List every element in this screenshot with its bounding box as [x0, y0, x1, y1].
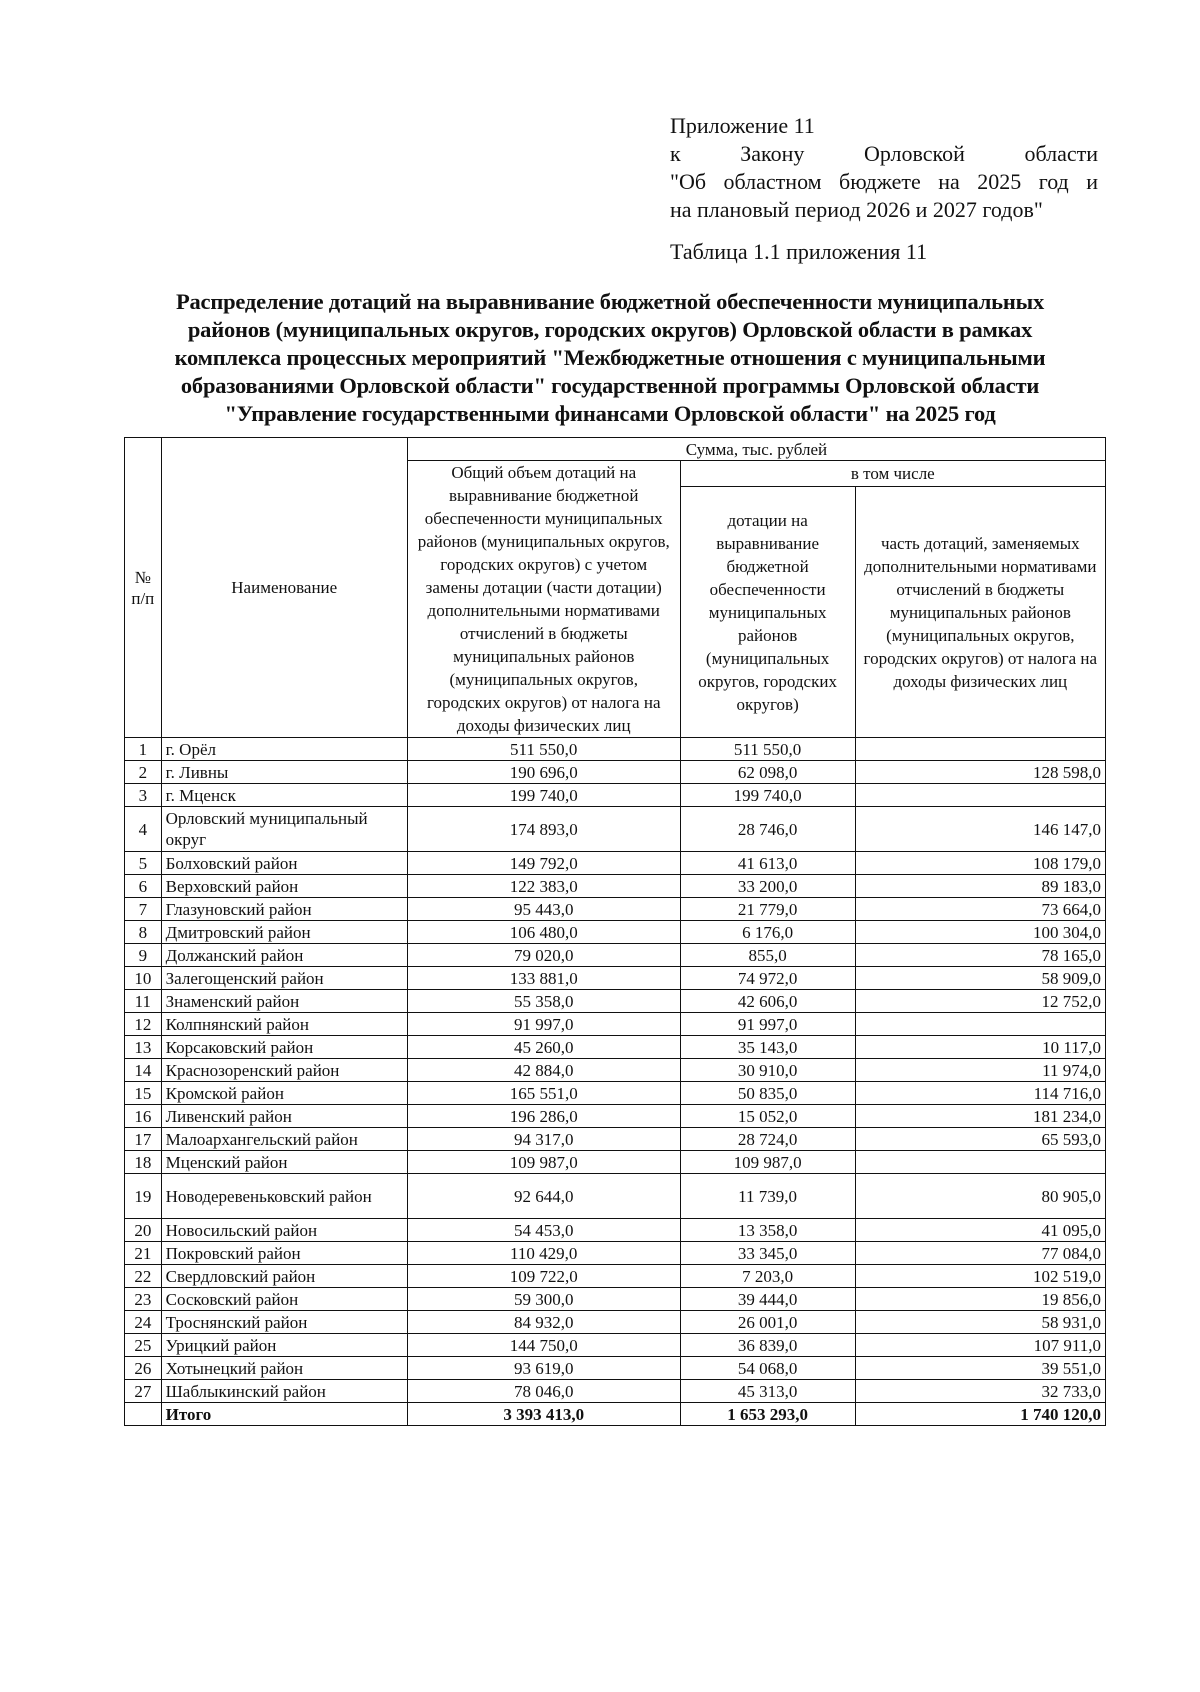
row-replaced-part: 58 909,0: [855, 967, 1105, 990]
row-number: 23: [125, 1288, 162, 1311]
row-number: 12: [125, 1013, 162, 1036]
row-number: 27: [125, 1380, 162, 1403]
row-total: 174 893,0: [407, 807, 680, 852]
row-number: 14: [125, 1059, 162, 1082]
header-number: № п/п: [125, 438, 162, 738]
row-number: 26: [125, 1357, 162, 1380]
row-total: 133 881,0: [407, 967, 680, 990]
table-row: [125, 1219, 1106, 1242]
row-subsidy: 7 203,0: [680, 1265, 855, 1288]
row-number: 1: [125, 738, 162, 761]
row-total: 199 740,0: [407, 784, 680, 807]
header-subsidies: дотации на выравнивание бюджетной обеспеченности муниципальных районов (муниципальных округов, городских округов): [680, 487, 855, 738]
row-name: Ливенский район: [161, 1105, 407, 1128]
row-name: г. Ливны: [161, 761, 407, 784]
row-total: 165 551,0: [407, 1082, 680, 1105]
row-replaced-part: 107 911,0: [855, 1334, 1105, 1357]
row-replaced-part: [855, 738, 1105, 761]
row-number: 7: [125, 898, 162, 921]
row-subsidy: 91 997,0: [680, 1013, 855, 1036]
row-replaced-part: 80 905,0: [855, 1174, 1105, 1219]
row-subsidy: 13 358,0: [680, 1219, 855, 1242]
table-row: [125, 738, 1106, 761]
row-name: Свердловский район: [161, 1265, 407, 1288]
table-row: [125, 990, 1106, 1013]
row-name: Колпнянский район: [161, 1013, 407, 1036]
row-subsidy: 1 653 293,0: [680, 1403, 855, 1426]
row-replaced-part: 78 165,0: [855, 944, 1105, 967]
row-total: 78 046,0: [407, 1380, 680, 1403]
row-name: Покровский район: [161, 1242, 407, 1265]
row-total: 109 987,0: [407, 1151, 680, 1174]
row-number: 22: [125, 1265, 162, 1288]
row-replaced-part: 39 551,0: [855, 1357, 1105, 1380]
appendix-law-title-1: "Об областном бюджете на 2025 год и: [670, 169, 1098, 194]
row-name: Новодеревеньковский район: [161, 1174, 407, 1219]
row-name: Кромской район: [161, 1082, 407, 1105]
row-replaced-part: 65 593,0: [855, 1128, 1105, 1151]
row-name: Троснянский район: [161, 1311, 407, 1334]
table-row: [125, 944, 1106, 967]
title-line: "Управление государственными финансами Орловской области" на 2025 год: [224, 401, 996, 426]
row-replaced-part: 128 598,0: [855, 761, 1105, 784]
table-reference: Таблица 1.1 приложения 11: [670, 239, 928, 264]
row-name: Орловский муниципальный округ: [161, 807, 407, 852]
row-subsidy: 33 200,0: [680, 875, 855, 898]
row-subsidy: 45 313,0: [680, 1380, 855, 1403]
row-total: 42 884,0: [407, 1059, 680, 1082]
table-row: [125, 967, 1106, 990]
row-number: 15: [125, 1082, 162, 1105]
row-subsidy: 30 910,0: [680, 1059, 855, 1082]
header-sum: Сумма, тыс. рублей: [407, 438, 1105, 461]
header-replaced-part: часть дотаций, заменяемых дополнительными нормативами отчислений в бюджеты муниципальных районов (муниципальных округов, городских округов) от налога на доходы физических лиц: [855, 487, 1105, 738]
row-replaced-part: 11 974,0: [855, 1059, 1105, 1082]
row-total: 94 317,0: [407, 1128, 680, 1151]
row-name: Корсаковский район: [161, 1036, 407, 1059]
row-total: 45 260,0: [407, 1036, 680, 1059]
row-total: 93 619,0: [407, 1357, 680, 1380]
row-number: 20: [125, 1219, 162, 1242]
row-name: г. Мценск: [161, 784, 407, 807]
row-name: Дмитровский район: [161, 921, 407, 944]
row-total: 59 300,0: [407, 1288, 680, 1311]
table-row: [125, 1265, 1106, 1288]
table-row: [125, 1311, 1106, 1334]
row-number: 10: [125, 967, 162, 990]
row-subsidy: 50 835,0: [680, 1082, 855, 1105]
appendix-header: [670, 112, 1098, 266]
row-replaced-part: 58 931,0: [855, 1311, 1105, 1334]
table-row: [125, 1242, 1106, 1265]
row-subsidy: 511 550,0: [680, 738, 855, 761]
table-row: [125, 784, 1106, 807]
row-number: 2: [125, 761, 162, 784]
table-total-row: [125, 1403, 1106, 1426]
row-number: 11: [125, 990, 162, 1013]
row-number: 8: [125, 921, 162, 944]
row-replaced-part: 102 519,0: [855, 1265, 1105, 1288]
row-replaced-part: 114 716,0: [855, 1082, 1105, 1105]
row-replaced-part: 12 752,0: [855, 990, 1105, 1013]
row-number: 18: [125, 1151, 162, 1174]
row-replaced-part: 73 664,0: [855, 898, 1105, 921]
table-row: [125, 1036, 1106, 1059]
row-replaced-part: 181 234,0: [855, 1105, 1105, 1128]
row-name: Итого: [161, 1403, 407, 1426]
row-name: Мценский район: [161, 1151, 407, 1174]
row-subsidy: 15 052,0: [680, 1105, 855, 1128]
row-replaced-part: 146 147,0: [855, 807, 1105, 852]
row-subsidy: 74 972,0: [680, 967, 855, 990]
table-row: [125, 807, 1106, 852]
row-subsidy: 855,0: [680, 944, 855, 967]
row-total: 149 792,0: [407, 852, 680, 875]
row-subsidy: 28 746,0: [680, 807, 855, 852]
row-replaced-part: 77 084,0: [855, 1242, 1105, 1265]
row-replaced-part: 100 304,0: [855, 921, 1105, 944]
header-total: Общий объем дотаций на выравнивание бюджетной обеспеченности муниципальных районов (муниципальных округов, городских округов) с учетом замены дотации (части дотации) дополнительными нормативами отчислений в бюджеты муниципальных районов (муниципальных округов, городских округов) от налога на доходы физических лиц: [407, 461, 680, 738]
table-row: [125, 1013, 1106, 1036]
document-title: [120, 288, 1100, 428]
row-number: 25: [125, 1334, 162, 1357]
row-total: 91 997,0: [407, 1013, 680, 1036]
row-number: 4: [125, 807, 162, 852]
row-name: Малоархангельский район: [161, 1128, 407, 1151]
table-row: [125, 921, 1106, 944]
row-replaced-part: 1 740 120,0: [855, 1403, 1105, 1426]
row-replaced-part: 89 183,0: [855, 875, 1105, 898]
table-row: [125, 1105, 1106, 1128]
row-number: 24: [125, 1311, 162, 1334]
row-total: 84 932,0: [407, 1311, 680, 1334]
row-total: 511 550,0: [407, 738, 680, 761]
row-total: 55 358,0: [407, 990, 680, 1013]
row-number: 19: [125, 1174, 162, 1219]
row-subsidy: 35 143,0: [680, 1036, 855, 1059]
row-total: 196 286,0: [407, 1105, 680, 1128]
row-total: 122 383,0: [407, 875, 680, 898]
row-replaced-part: [855, 1013, 1105, 1036]
row-name: Болховский район: [161, 852, 407, 875]
row-replaced-part: [855, 784, 1105, 807]
row-subsidy: 199 740,0: [680, 784, 855, 807]
row-name: Краснозоренский район: [161, 1059, 407, 1082]
row-total: 95 443,0: [407, 898, 680, 921]
row-total: 54 453,0: [407, 1219, 680, 1242]
row-subsidy: 39 444,0: [680, 1288, 855, 1311]
row-name: Новосильский район: [161, 1219, 407, 1242]
row-number: 17: [125, 1128, 162, 1151]
header-name: Наименование: [161, 438, 407, 738]
appendix-law-ref: к Закону Орловской области: [670, 141, 1098, 166]
table-row: [125, 1380, 1106, 1403]
row-subsidy: 33 345,0: [680, 1242, 855, 1265]
row-number: 16: [125, 1105, 162, 1128]
table-body: [125, 738, 1106, 1426]
row-total: 190 696,0: [407, 761, 680, 784]
appendix-law-title-2: на плановый период 2026 и 2027 годов": [670, 197, 1043, 222]
row-subsidy: 109 987,0: [680, 1151, 855, 1174]
table-row: [125, 761, 1106, 784]
table-row: [125, 1082, 1106, 1105]
row-subsidy: 41 613,0: [680, 852, 855, 875]
row-name: Залегощенский район: [161, 967, 407, 990]
row-total: 79 020,0: [407, 944, 680, 967]
row-subsidy: 26 001,0: [680, 1311, 855, 1334]
table-row: [125, 898, 1106, 921]
row-subsidy: 36 839,0: [680, 1334, 855, 1357]
table-row: [125, 1357, 1106, 1380]
row-name: Сосковский район: [161, 1288, 407, 1311]
row-number: 21: [125, 1242, 162, 1265]
row-replaced-part: [855, 1151, 1105, 1174]
title-line: Распределение дотаций на выравнивание бюджетной обеспеченности муниципальных: [175, 289, 1045, 314]
row-subsidy: 11 739,0: [680, 1174, 855, 1219]
row-name: г. Орёл: [161, 738, 407, 761]
row-total: 106 480,0: [407, 921, 680, 944]
row-name: Урицкий район: [161, 1334, 407, 1357]
title-line: районов (муниципальных округов, городских округов) Орловской области в рамках: [187, 317, 1033, 342]
row-name: Хотынецкий район: [161, 1357, 407, 1380]
row-replaced-part: 108 179,0: [855, 852, 1105, 875]
table-row: [125, 1128, 1106, 1151]
table-row: [125, 1334, 1106, 1357]
row-subsidy: 28 724,0: [680, 1128, 855, 1151]
row-subsidy: 6 176,0: [680, 921, 855, 944]
row-total: 109 722,0: [407, 1265, 680, 1288]
row-number: 6: [125, 875, 162, 898]
row-subsidy: 62 098,0: [680, 761, 855, 784]
table-row: [125, 875, 1106, 898]
row-total: 3 393 413,0: [407, 1403, 680, 1426]
row-total: 110 429,0: [407, 1242, 680, 1265]
table-row: [125, 1059, 1106, 1082]
row-subsidy: 21 779,0: [680, 898, 855, 921]
row-name: Должанский район: [161, 944, 407, 967]
row-number: [125, 1403, 162, 1426]
row-replaced-part: 32 733,0: [855, 1380, 1105, 1403]
title-line: образованиями Орловской области" государственной программы Орловской области: [180, 373, 1040, 398]
subsidy-distribution-table: [124, 437, 1106, 1426]
table-row: [125, 1151, 1106, 1174]
header-including: в том числе: [680, 461, 1105, 487]
table-row: [125, 1288, 1106, 1311]
row-name: Верховский район: [161, 875, 407, 898]
appendix-number: Приложение 11: [670, 113, 815, 138]
row-name: Глазуновский район: [161, 898, 407, 921]
row-number: 9: [125, 944, 162, 967]
row-number: 5: [125, 852, 162, 875]
row-name: Знаменский район: [161, 990, 407, 1013]
title-line: комплекса процессных мероприятий "Межбюджетные отношения с муниципальными: [174, 345, 1046, 370]
row-number: 3: [125, 784, 162, 807]
row-total: 144 750,0: [407, 1334, 680, 1357]
table-row: [125, 852, 1106, 875]
row-subsidy: 42 606,0: [680, 990, 855, 1013]
row-total: 92 644,0: [407, 1174, 680, 1219]
row-replaced-part: 10 117,0: [855, 1036, 1105, 1059]
table-row: [125, 1174, 1106, 1219]
row-number: 13: [125, 1036, 162, 1059]
row-replaced-part: 41 095,0: [855, 1219, 1105, 1242]
row-replaced-part: 19 856,0: [855, 1288, 1105, 1311]
row-name: Шаблыкинский район: [161, 1380, 407, 1403]
row-subsidy: 54 068,0: [680, 1357, 855, 1380]
